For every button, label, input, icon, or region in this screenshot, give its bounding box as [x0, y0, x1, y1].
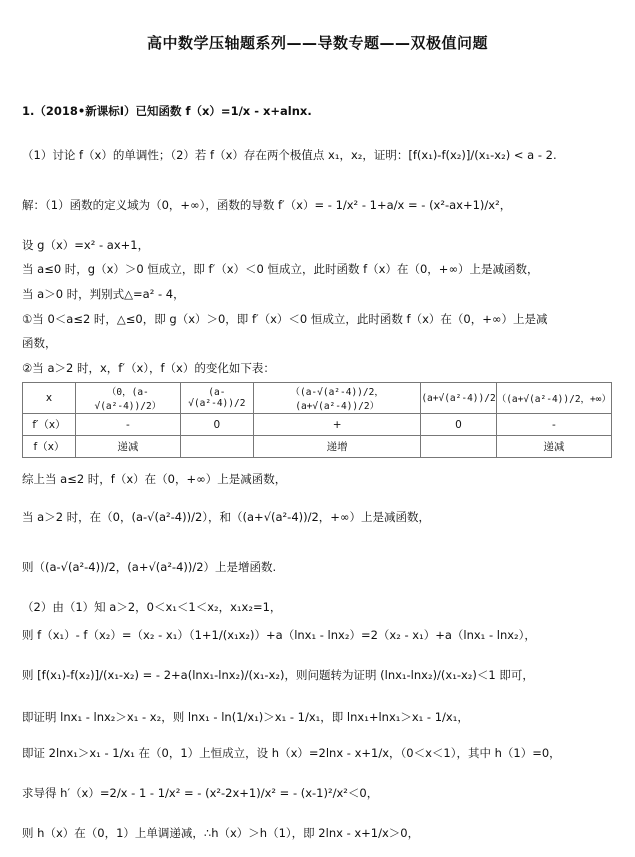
conclusion-line-2: 当 a＞2 时，在（0，(a-√(a²-4))/2），和（(a+√(a²-4))/2，+∞）上是减函数，: [22, 510, 431, 524]
table-cell: [421, 436, 496, 458]
table-cell: 递减: [76, 436, 181, 458]
solution-line-2: 设 g（x）=x² - ax+1，: [22, 238, 150, 252]
table-cell: [180, 436, 253, 458]
conclusion-line-3: 则（(a-√(a²-4))/2，(a+√(a²-4))/2）上是增函数.: [22, 560, 277, 574]
variation-table: [22, 382, 612, 458]
table-cell: （(a+√(a²-4))/2，+∞）: [496, 383, 611, 414]
part2-line-3: 则 [f(x₁)-f(x₂)]/(x₁-x₂) = - 2+a(lnx₁-lnx₂)/(x₁-x₂)，则问题转为证明 (lnx₁-lnx₂)/(x₁-x₂)＜1 即可，: [22, 668, 534, 682]
table-cell: （0，(a-√(a²-4))/2）: [76, 383, 181, 414]
problem-statement: 1.（2018•新课标Ⅰ）已知函数 f（x）=1/x - x+alnx.: [22, 104, 312, 118]
table-cell: 递增: [254, 436, 421, 458]
table-cell: 递减: [496, 436, 611, 458]
table-row: [23, 383, 612, 414]
table-head-cell: f′（x）: [23, 414, 76, 436]
table-head-cell: f（x）: [23, 436, 76, 458]
conclusion-line-1: 综上当 a≤2 时，f（x）在（0，+∞）上是减函数，: [22, 472, 287, 486]
table-cell: (a+√(a²-4))/2: [421, 383, 496, 414]
table-head-cell: x: [23, 383, 76, 414]
table-cell: -: [76, 414, 181, 436]
table-row: [23, 414, 612, 436]
part2-line-2: 则 f（x₁）- f（x₂）=（x₂ - x₁）（1+1/(x₁x₂)）+a（lnx₁ - lnx₂）=2（x₂ - x₁）+a（lnx₁ - lnx₂），: [22, 628, 536, 642]
solution-line-6: 函数，: [22, 336, 57, 350]
table-cell: (a-√(a²-4))/2: [180, 383, 253, 414]
part2-line-7: 则 h（x）在（0，1）上单调递减，∴h（x）＞h（1），即 2lnx - x+1/x＞0，: [22, 826, 420, 840]
solution-line-4: 当 a＞0 时，判别式△=a² - 4，: [22, 287, 185, 301]
problem-parts: （1）讨论 f（x）的单调性；（2）若 f（x）存在两个极值点 x₁，x₂，证明：[f(x₁)-f(x₂)]/(x₁-x₂) < a - 2.: [22, 148, 557, 162]
part2-line-1: （2）由（1）知 a＞2，0＜x₁＜1＜x₂，x₁x₂=1，: [22, 600, 282, 614]
page-title: 高中数学压轴题系列——导数专题——双极值问题: [146, 34, 488, 52]
table-row: [23, 436, 612, 458]
table-cell: 0: [421, 414, 496, 436]
part2-line-6: 求导得 h′（x）=2/x - 1 - 1/x² = - (x²-2x+1)/x² = - (x-1)²/x²＜0，: [22, 786, 379, 800]
part2-line-5: 即证 2lnx₁＞x₁ - 1/x₁ 在（0，1）上恒成立，设 h（x）=2lnx - x+1/x，（0＜x＜1），其中 h（1）=0，: [22, 746, 561, 760]
solution-line-1: 解：（1）函数的定义域为（0，+∞），函数的导数 f′（x）= - 1/x² - 1+a/x = - (x²-ax+1)/x²，: [22, 198, 512, 212]
solution-line-7: ②当 a＞2 时，x，f′（x），f（x）的变化如下表：: [22, 361, 275, 375]
table-cell: +: [254, 414, 421, 436]
table-cell: （(a-√(a²-4))/2，(a+√(a²-4))/2）: [254, 383, 421, 414]
table-cell: 0: [180, 414, 253, 436]
solution-line-3: 当 a≤0 时，g（x）＞0 恒成立，即 f′（x）＜0 恒成立，此时函数 f（x）在（0，+∞）上是减函数，: [22, 262, 539, 276]
table-cell: -: [496, 414, 611, 436]
part2-line-4: 即证明 lnx₁ - lnx₂＞x₁ - x₂，则 lnx₁ - ln(1/x₁)＞x₁ - 1/x₁，即 lnx₁+lnx₁＞x₁ - 1/x₁，: [22, 710, 469, 724]
solution-line-5: ①当 0＜a≤2 时，△≤0，即 g（x）＞0，即 f′（x）＜0 恒成立，此时函数 f（x）在（0，+∞）上是减: [22, 312, 548, 326]
